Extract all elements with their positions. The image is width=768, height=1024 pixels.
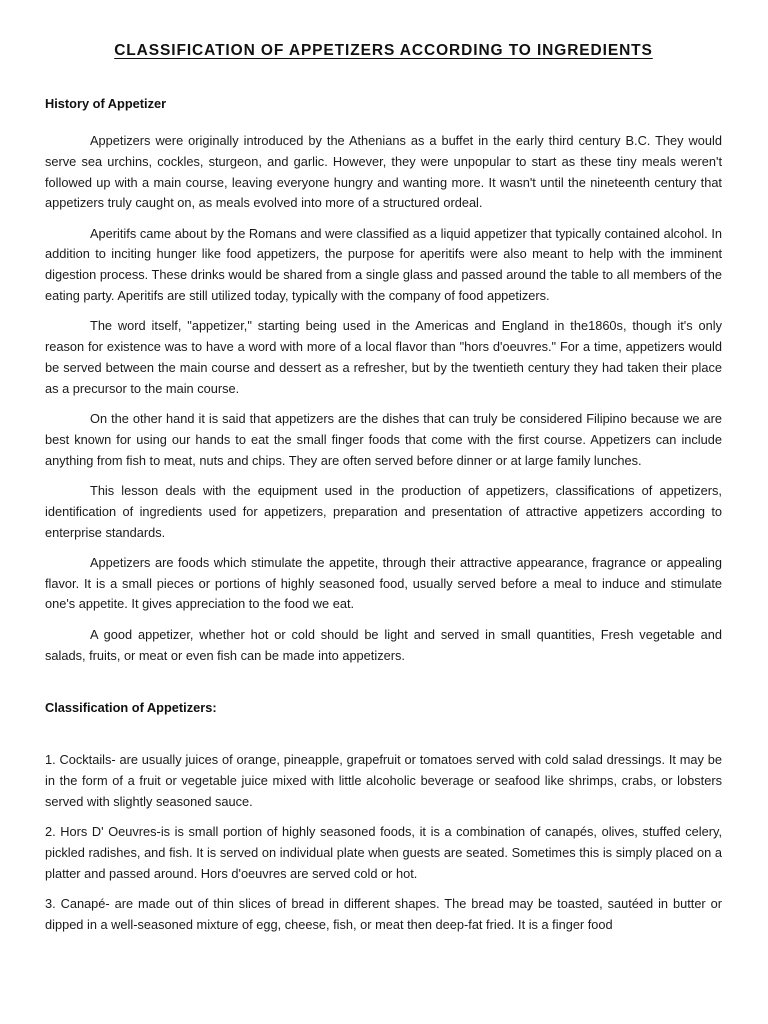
history-paragraph-3: The word itself, "appetizer," starting being used in the Americas and England in the1860s, though it's only reason for existence was to have a word with more of a local flavor than "hors d'oeuvres." For a time, appetizers would be served between the main course and dessert as a refresher, but by the twentieth century they had taken their place as a precursor to the main course. <box>45 318 722 396</box>
classification-list <box>45 750 722 935</box>
classification-heading: Classification of Appetizers: <box>45 700 217 716</box>
history-paragraph-7: A good appetizer, whether hot or cold should be light and served in small quantities, Fresh vegetable and salads, fruits, or meat or even fish can be made into appetizers. <box>45 626 722 663</box>
history-paragraph-6: Appetizers are foods which stimulate the appetite, through their attractive appearance, fragrance or appealing flavor. It is a small pieces or portions of highly seasoned food, usually served before a meal to induce and stimulate one's appetite. It gives appreciation to the food we eat. <box>45 554 722 612</box>
history-paragraph-1: Appetizers were originally introduced by the Athenians as a buffet in the early third century B.C. They would serve sea urchins, cockles, sturgeon, and garlic. However, they were unpopular to start as these tiny meals weren't followed up with a main course, leaving everyone hungry and wanting more. It wasn't until the nineteenth century that appetizers truly caught on, as meals evolved into more of a structured ordeal. <box>45 133 722 211</box>
history-paragraph-2: Aperitifs came about by the Romans and were classified as a liquid appetizer that typically contained alcohol. In addition to inciting hunger like food appetizers, the purpose for aperitifs were also meant to help with the imminent digestion process. These drinks would be shared from a single glass and passed around the table to all members of the eating party. Aperitifs are still utilized today, typically with the company of food appetizers. <box>45 225 722 304</box>
page-title: CLASSIFICATION OF APPETIZERS ACCORDING TO INGREDIENTS <box>114 42 653 59</box>
history-paragraph-5: This lesson deals with the equipment used in the production of appetizers, classifications of appetizers, identification of ingredients used for appetizers, preparation and presentation of attractive appetizers according to enterprise standards. <box>45 482 722 540</box>
classification-item-cocktails: 1. Cocktails- are usually juices of orange, pineapple, grapefruit or tomatoes served with cold salad dressings. It may be in the form of a fruit or vegetable juice mixed with little alcoholic beverage or seafood like shrimps, crabs, or lobsters served with slightly seasoned sauce. <box>45 752 722 809</box>
history-paragraph-4: On the other hand it is said that appetizers are the dishes that can truly be considered Filipino because we are best known for using our hands to eat the small finger foods that come with the first course. Appetizers can include anything from fish to meat, nuts and chips. They are often served before dinner or at large family lunches. <box>45 411 722 468</box>
classification-item-hors-doeuvres: 2. Hors D' Oeuvres-is is small portion of highly seasoned foods, it is a combination of canapés, olives, stuffed celery, pickled radishes, and fish. It is served on individual plate when guests are seated. Sometimes this is simply placed on a platter and passed around. Hors d'oeuvres are served cold or hot. <box>45 824 722 881</box>
history-heading: History of Appetizer <box>45 96 167 111</box>
classification-item-canape: 3. Canapé- are made out of thin slices of bread in different shapes. The bread may be toasted, sautéed in butter or dipped in a well-seasoned mixture of egg, cheese, fish, or meat then deep-fat fried. It is a finger food <box>45 896 722 932</box>
history-section <box>45 131 722 666</box>
document-page <box>45 0 722 1024</box>
